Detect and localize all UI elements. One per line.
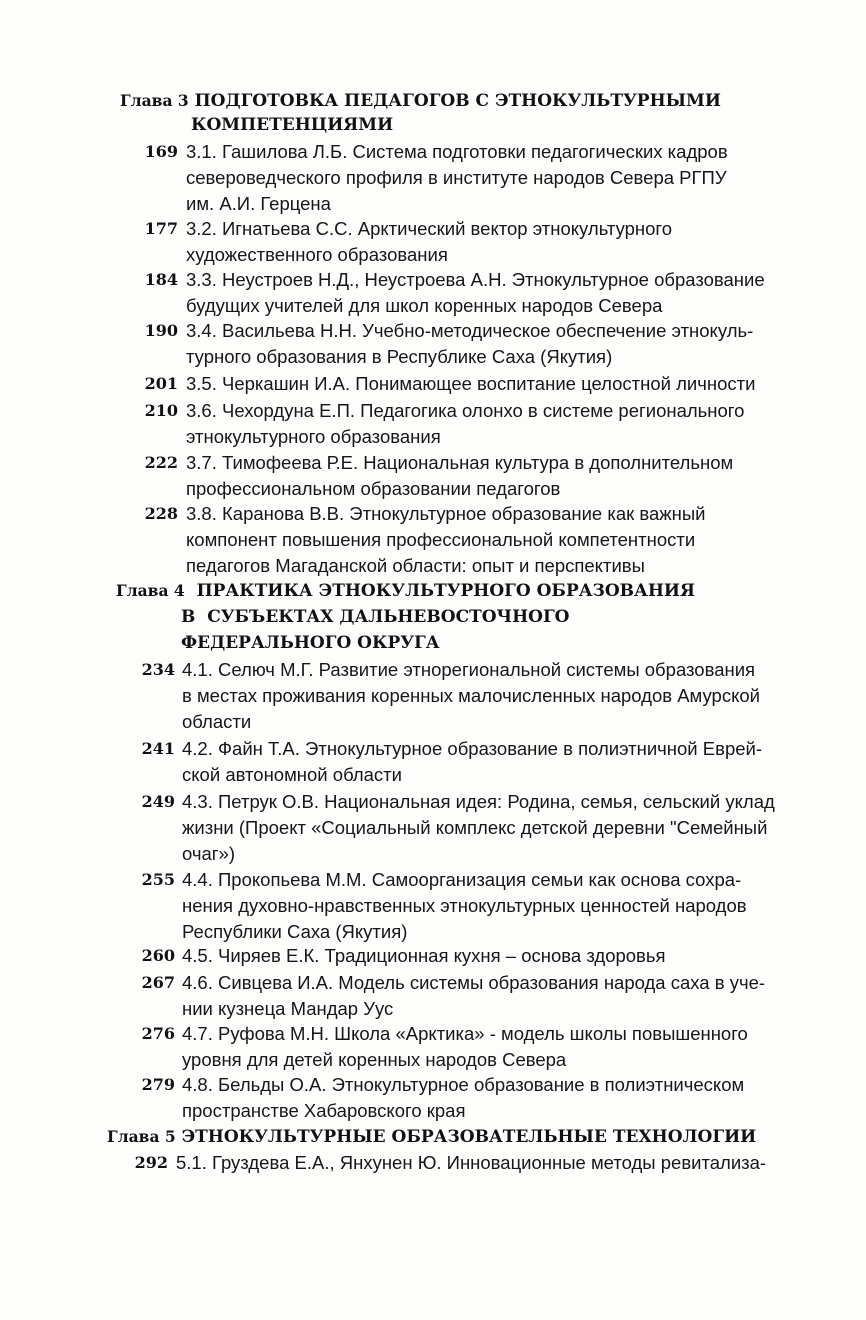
entry-line: уровня для детей коренных народов Севера bbox=[182, 1049, 567, 1070]
entry-line: 3.4. Васильева Н.Н. Учебно-методическое обеспечение этнокуль- bbox=[186, 320, 754, 341]
page-number: 260 bbox=[141, 946, 175, 965]
entry-line: жизни (Проект «Социальный комплекс детской деревни "Семейный bbox=[182, 817, 768, 838]
entry-line: очаг») bbox=[182, 843, 236, 864]
page-number: 190 bbox=[144, 321, 178, 340]
entry-line: педагогов Магаданской области: опыт и перспективы bbox=[186, 555, 645, 576]
page-number: 276 bbox=[141, 1024, 175, 1043]
entry-line: области bbox=[182, 711, 252, 732]
entry-text bbox=[182, 1072, 744, 1124]
chapter-5-heading bbox=[107, 1124, 756, 1150]
page-number: 234 bbox=[141, 660, 175, 679]
entry-line: 3.3. Неустроев Н.Д., Неустроева А.Н. Этнокультурное образование bbox=[186, 269, 765, 290]
entry-text bbox=[182, 943, 666, 969]
entry-line: 4.4. Прокопьева М.М. Самоорганизация семьи как основа сохра- bbox=[182, 869, 742, 890]
chapter-3-heading bbox=[120, 88, 721, 114]
entry-line: 4.5. Чиряев Е.К. Традиционная кухня – основа здоровья bbox=[182, 945, 666, 966]
entry-text bbox=[186, 267, 765, 319]
chapter-3-heading-cont bbox=[191, 112, 393, 138]
entry-line: Республики Саха (Якутия) bbox=[182, 921, 408, 942]
chapter-title-line: КОМПЕТЕНЦИЯМИ bbox=[191, 115, 394, 135]
page-number: 184 bbox=[144, 270, 178, 289]
entry-text bbox=[182, 789, 775, 867]
page-number: 210 bbox=[144, 401, 178, 420]
entry-line: им. А.И. Герцена bbox=[186, 193, 331, 214]
page-number: 279 bbox=[141, 1075, 175, 1094]
chapter-4-heading-cont bbox=[181, 604, 570, 630]
page-number: 292 bbox=[134, 1153, 168, 1172]
entry-line: профессиональном образовании педагогов bbox=[186, 478, 561, 499]
page-number: 267 bbox=[141, 973, 175, 992]
entry-line: 3.2. Игнатьева С.С. Арктический вектор этнокультурного bbox=[186, 218, 673, 239]
entry-line: 3.6. Чехордуна Е.П. Педагогика олонхо в системе регионального bbox=[186, 400, 745, 421]
page-number: 249 bbox=[141, 792, 175, 811]
entry-line: 4.8. Бельды О.А. Этнокультурное образование в полиэтническом bbox=[182, 1074, 745, 1095]
entry-line: нии кузнеца Мандар Уус bbox=[182, 998, 394, 1019]
entry-line: 4.2. Файн Т.А. Этнокультурное образование в полиэтничной Еврей- bbox=[182, 738, 763, 759]
page-number: 201 bbox=[144, 374, 178, 393]
entry-text bbox=[182, 970, 765, 1022]
page-number: 169 bbox=[144, 142, 178, 161]
entry-line: 3.1. Гашилова Л.Б. Система подготовки педагогических кадров bbox=[186, 141, 728, 162]
entry-text bbox=[186, 318, 753, 370]
entry-line: 3.8. Каранова В.В. Этнокультурное образование как важный bbox=[186, 503, 706, 524]
page-number: 255 bbox=[141, 870, 175, 889]
chapter-4-heading-cont bbox=[181, 630, 440, 656]
entry-text bbox=[186, 398, 744, 450]
entry-text bbox=[182, 736, 762, 788]
entry-line: североведческого профиля в институте народов Севера РГПУ bbox=[186, 167, 727, 188]
entry-text bbox=[182, 867, 747, 945]
page-number: 228 bbox=[144, 504, 178, 523]
entry-line: 4.3. Петрук О.В. Национальная идея: Родина, семья, сельский уклад bbox=[182, 791, 775, 812]
entry-text bbox=[186, 139, 728, 217]
entry-text bbox=[186, 216, 672, 268]
page-number: 177 bbox=[144, 219, 178, 238]
chapter-title-line: В СУБЪЕКТАХ ДАЛЬНЕВОСТОЧНОГО bbox=[181, 607, 570, 627]
entry-line: пространстве Хабаровского края bbox=[182, 1100, 466, 1121]
chapter-label: Глава 5 bbox=[107, 1127, 176, 1146]
entry-line: художественного образования bbox=[186, 244, 448, 265]
chapter-title-line: ЭТНОКУЛЬТУРНЫЕ ОБРАЗОВАТЕЛЬНЫЕ ТЕХНОЛОГИИ bbox=[181, 1127, 757, 1147]
entry-line: 4.7. Руфова М.Н. Школа «Арктика» - модель школы повышенного bbox=[182, 1023, 748, 1044]
entry-line: 3.5. Черкашин И.А. Понимающее воспитание целостной личности bbox=[186, 373, 756, 394]
chapter-4-heading bbox=[116, 578, 695, 604]
chapter-label: Глава 4 bbox=[116, 581, 185, 600]
chapter-title-line: ФЕДЕРАЛЬНОГО ОКРУГА bbox=[181, 633, 440, 653]
entry-text bbox=[186, 450, 733, 502]
entry-text bbox=[182, 657, 760, 735]
entry-line: будущих учителей для школ коренных народов Севера bbox=[186, 295, 663, 316]
entry-line: 5.1. Груздева Е.А., Янхунен Ю. Инновационные методы ревитализа- bbox=[176, 1152, 767, 1173]
entry-text bbox=[186, 371, 755, 397]
entry-line: 4.1. Селюч М.Г. Развитие этнорегиональной системы образования bbox=[182, 659, 756, 680]
entry-line: в местах проживания коренных малочисленных народов Амурской bbox=[182, 685, 760, 706]
entry-text bbox=[176, 1150, 766, 1176]
chapter-title-line: ПОДГОТОВКА ПЕДАГОГОВ С ЭТНОКУЛЬТУРНЫМИ bbox=[194, 91, 721, 111]
page-number: 222 bbox=[144, 453, 178, 472]
chapter-label: Глава 3 bbox=[120, 91, 189, 110]
entry-line: компонент повышения профессиональной компетентности bbox=[186, 529, 696, 550]
entry-line: турного образования в Республике Саха (Якутия) bbox=[186, 346, 613, 367]
page-number: 241 bbox=[141, 739, 175, 758]
entry-line: 4.6. Сивцева И.А. Модель системы образования народа саха в уче- bbox=[182, 972, 766, 993]
entry-line: 3.7. Тимофеева Р.Е. Национальная культура в дополнительном bbox=[186, 452, 734, 473]
entry-line: нения духовно-нравственных этнокультурных ценностей народов bbox=[182, 895, 747, 916]
entry-text bbox=[186, 501, 706, 579]
entry-line: ской автономной области bbox=[182, 764, 402, 785]
entry-text bbox=[182, 1021, 748, 1073]
entry-line: этнокультурного образования bbox=[186, 426, 441, 447]
chapter-title-line: ПРАКТИКА ЭТНОКУЛЬТУРНОГО ОБРАЗОВАНИЯ bbox=[196, 581, 695, 601]
